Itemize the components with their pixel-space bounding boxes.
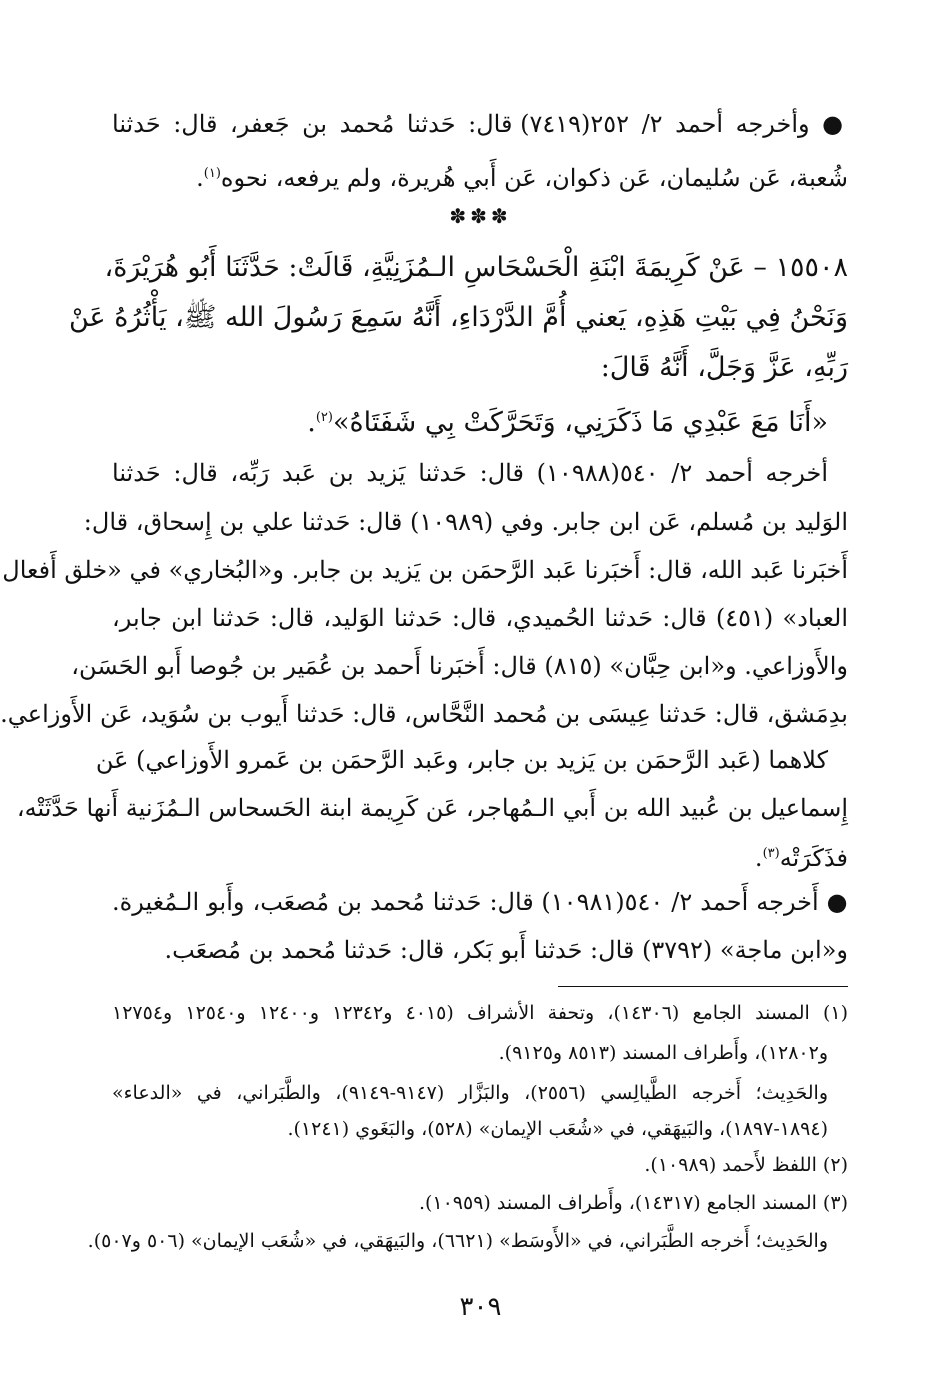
hadith-line-2: وَنَحْنُ فِي بَيْتِ هَذِهِ، يَعني أُمَّ الدَّرْدَاءِ، أَنَّهُ سَمِعَ رَسُولَ الله ﷺ، يَأْثُرُهُ عَنْ (68, 302, 848, 333)
hadith-line-1: ١٥٥٠٨ – عَنْ كَرِيمَةَ ابْنَةِ الْحَسْحَاسِ الـمُزَنِيَّةِ، قَالَتْ: حَدَّثَنَا أَبُو هُرَيْرَةَ، (104, 252, 848, 283)
paragraph-2-line-4: العباد» (٤٥١) قال: حَدثنا الحُميدي، قال: حَدثنا الوَليد، قال: حَدثنا ابن جابر، (112, 604, 849, 632)
section-separator-stars: ✽✽✽ (449, 204, 512, 228)
footnote-1-line-2: و١٢٨٠٢)، وأَطراف المسند (٨٥١٣ و٩١٢٥). (498, 1042, 828, 1064)
paragraph-2-line-3: أَخبَرنا عَبد الله، قال: أَخبَرنا عَبد الرَّحمَن بن يَزيد بن جابر. و«البُخاري» في «خلق أَفعال (2, 556, 848, 584)
paragraph-3-line-1: كلاهما (عَبد الرَّحمَن بن يَزيد بن جابر، وعَبد الرَّحمَن بن عَمرو الأَوزاعي) عَن (95, 746, 828, 774)
footnote-1-line-1: (١) المسند الجامع (١٤٣٠٦)، وتحفة الأشراف (٤٠١٥ و١٢٣٤٢ و١٢٤٠٠ و١٢٥٤٠ و١٢٧٥٤ (112, 1002, 849, 1024)
hadith-quote-text: «أَنَا مَعَ عَبْدِي مَا ذَكَرَنِي، وَتَحَرَّكَتْ بِي شَفَتَاهُ» (332, 407, 828, 438)
paragraph-2-line-2: الوَليد بن مُسلم، عَن ابن جابر. وفي (١٠٩٨٩) قال: حَدثنا علي بن إِسحاق، قال: (83, 508, 848, 536)
paragraph-3-line-2: إِسماعيل بن عُبيد الله بن أَبي الـمُهاجر، عَن كَرِيمة ابنة الحَسحاس الـمُزَنية أَنها حَدَّثَتْه، (16, 794, 848, 822)
page-number: ٣٠٩ (459, 1292, 502, 1322)
footnote-ref-1: (١) (203, 166, 221, 181)
paragraph-4-line-2: و«ابن ماجة» (٣٧٩٢) قال: حَدثنا أَبو بَكر، قال: حَدثنا مُحمد بن مُصعَب. (164, 936, 848, 964)
footnote-2: (٢) اللفظ لأَحمد (١٠٩٨٩). (644, 1154, 848, 1176)
paragraph-2-line-6: بدِمَشق، قال: حَدثنا عِيسَى بن مُحمد النَّحَّاس، قال: حَدثنا أَيوب بن سُوَيد، عَن الأَوزاعي. (0, 700, 848, 728)
footnote-1-line-3: والحَدِيث؛ أَخرجه الطَّيالِسي (٢٥٥٦)، والبَزَّار (٩١٤٧-٩١٤٩)، والطَّبَراني، في «الدعاء» (112, 1082, 829, 1104)
footnote-ref-2: (٢) (315, 410, 333, 425)
paragraph-1-line-2-text: شُعبة، عَن سُليمان، عَن ذكوان، عَن أَبي هُريرة، ولم يرفعه، نحوه (220, 164, 848, 192)
paragraph-2-line-5: والأَوزاعي. و«ابن حِبَّان» (٨١٥) قال: أَخبَرنا أَحمد بن عُمَير بن جُوصا أَبو الحَسَن، (71, 652, 848, 680)
footnote-3-line-2: والحَدِيث؛ أَخرجه الطَّبَراني، في «الأَوسَط» (٦٦٢١)، والبَيهَقي، في «شُعَب الإيمان» (٥٠٦ و٥٠٧). (87, 1230, 828, 1252)
paragraph-3-line-3: فذَكَرَتْه$^{(٣)}$. (754, 844, 848, 872)
paragraph-4-line-1: ● أَخرجه أَحمد ٢/ ٥٤٠(١٠٩٨١) قال: حَدثنا مُحمد بن مُصعَب، وأَبو الـمُغيرة. (112, 888, 848, 916)
footnote-3-line-1: (٣) المسند الجامع (١٤٣١٧)، وأَطراف المسند (١٠٩٥٩). (418, 1192, 848, 1214)
paragraph-1-line-2: شُعبة، عَن سُليمان، عَن ذكوان، عَن أَبي هُريرة، ولم يرفعه، نحوه$^{(١)}$. (196, 164, 848, 192)
footnote-separator (558, 986, 848, 987)
paragraph-3-line-3-text: فذَكَرَتْه (779, 844, 848, 872)
footnote-ref-3: (٣) (762, 846, 780, 861)
paragraph-1-line-1: ● وأخرجه أحمد ٢/ ٢٥٢(٧٤١٩) قال: حَدثنا مُحمد بن جَعفر، قال: حَدثنا (112, 110, 849, 138)
footnote-1-line-4: (١٨٩٤-١٨٩٧)، والبَيهَقي، في «شُعَب الإيمان» (٥٢٨)، والبَغَوي (١٢٤١). (287, 1118, 828, 1140)
paragraph-2-line-1: أخرجه أحمد ٢/ ٥٤٠(١٠٩٨٨) قال: حَدثنا يَزيد بن عَبد رَبِّه، قال: حَدثنا (112, 459, 829, 487)
hadith-line-3: رَبِّهِ، عَزَّ وَجَلَّ، أَنَّهُ قَالَ: (600, 352, 848, 383)
hadith-line-4: «أَنَا مَعَ عَبْدِي مَا ذَكَرَنِي، وَتَحَرَّكَتْ بِي شَفَتَاهُ»$^{(٢)}$. (307, 407, 828, 438)
